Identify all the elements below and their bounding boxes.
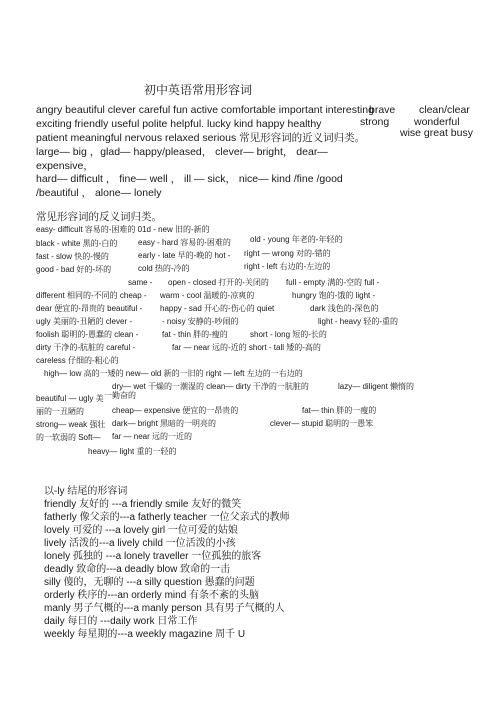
ly-item: daily 每日的 ---daily work 日常工作 xyxy=(44,616,198,627)
antonym-text: far — near 远的-近的 short - tall 矮的-高的 xyxy=(172,343,321,352)
antonym-text: lazy— diligent 懒惰的 xyxy=(338,382,415,391)
ly-item: silly 傻的，无聊的 ---a silly question 愚蠢的问题 xyxy=(44,577,255,588)
intro-right-brave: brave xyxy=(369,104,396,116)
ly-item: lovely 可爱的 ---a lovely girl 一位可爱的姑娘 xyxy=(44,525,238,536)
antonym-text: fat— thin 胖的一瘦的 xyxy=(302,406,377,415)
antonym-text: strong— weak 强壮 xyxy=(36,420,106,429)
antonym-text: careless 仔细的-粗心的 xyxy=(36,356,119,365)
antonym-text: open - closed 打开的-关闭的 xyxy=(168,278,269,287)
ly-item: deadly 致命的---a deadly blow 致命的一击 xyxy=(44,564,231,575)
antonym-text: old - young 年老的-年轻的 xyxy=(250,235,343,244)
ly-item: fatherly 像父亲的---a fatherly teacher 一位父亲式的教师 xyxy=(44,512,290,523)
intro-right-wise: wise great busy xyxy=(400,127,473,139)
ly-item: lively 活泼的---a lively child 一位活泼的小孩 xyxy=(44,538,236,549)
antonym-text: dear 便宜的-昂贵的 beautiful - xyxy=(36,304,143,313)
antonym-text: foolish 聪明的-愚蠢的 clean - xyxy=(36,330,139,339)
intro-right-strong: strong xyxy=(360,116,390,128)
antonym-text: happy - sad 开心的-伤心的 quiet xyxy=(160,304,275,313)
antonym-heading: 常见形容词的反义词归类。 xyxy=(36,211,162,223)
antonym-text: good - bad 好的-坏的 xyxy=(36,265,112,274)
intro-line-5: expensive， xyxy=(36,160,94,172)
ly-item: weekly 每星期的---a weekly magazine 周千 U xyxy=(44,629,246,640)
antonym-text: easy- difficult 容易的-困难的 01d - new 旧的-新的 xyxy=(36,225,210,234)
antonym-text: dark 浅色的-深色的 xyxy=(310,304,379,313)
antonym-text: short - long 短的-长的 xyxy=(250,330,327,339)
page-title: 初中英语常用形容词 xyxy=(144,83,253,97)
antonym-text: heavy— light 重的一轻的 xyxy=(88,447,177,456)
antonym-text: clever— stupid 聪明的一愚笨 xyxy=(270,419,374,428)
antonym-text: - noisy 安静的-吵闹的 xyxy=(162,317,239,326)
intro-line-2: exciting friendly useful polite helpful. lucky kind happy healthy xyxy=(36,118,322,130)
antonym-text: ugly 美丽的-丑陋的 clever - xyxy=(36,317,133,326)
antonym-text: 丽的一丑陋的 xyxy=(36,407,84,416)
antonym-text: easy - hard 容易的-困难的 xyxy=(138,238,231,247)
antonym-text: high— low 高的一矮的 new— old 新的一旧的 right — left 左边的一右边的 xyxy=(44,369,303,378)
antonym-text: light - heavy 轻的-重的 xyxy=(318,317,399,326)
antonym-text: right - left 右边的-左边的 xyxy=(244,262,331,271)
antonym-text: 的一软弱的 Soft— xyxy=(36,433,101,442)
antonym-text: hungry 饱的-饿的 light - xyxy=(292,291,376,300)
antonym-text: fat - thin 胖的-瘦的 xyxy=(162,330,228,339)
antonym-text: dirty 干净的-肮脏的 careful - xyxy=(36,343,136,352)
antonym-text: far — near 远的一近的 xyxy=(112,432,193,441)
antonym-text: black - white 黑的-白的 xyxy=(36,239,118,248)
antonym-text: warm - cool 温暖的-凉爽的 xyxy=(160,291,255,300)
antonym-text: different 相同的-不同的 cheap - xyxy=(36,291,147,300)
antonym-text: right — wrong 对的-错的 xyxy=(244,249,331,258)
ly-item: friendly 友好的 ---a friendly smile 友好的微笑 xyxy=(44,499,242,510)
ly-item: orderly 秩序的---an orderly mind 有条不紊的头脑 xyxy=(44,590,260,601)
antonym-text: early - late 早的-晚的 hot - xyxy=(138,251,231,260)
antonym-text: cold 热的-冷的 xyxy=(138,264,190,273)
intro-line-4: large— big ，glad— happy/pleased， clever— bright， dear— xyxy=(36,146,328,158)
ly-heading: 以-ly 结尾的形容词 xyxy=(44,486,128,497)
antonym-text: full - empty 满的-空的 full - xyxy=(286,278,380,287)
antonym-text: beautiful — ugly 美 xyxy=(36,394,104,403)
intro-line-6: hard— difficult ， fine— well ， ill — sick， nice— kind /fine /good xyxy=(36,173,343,185)
intro-right-wonderful: wonderful xyxy=(414,116,460,128)
ly-item: manly 男子气概的---a manly person 具有男子气概的人 xyxy=(44,603,285,614)
ly-item: lonely 孤独的 ---a lonely traveller 一位孤独的旅客 xyxy=(44,551,262,562)
intro-line-1: angry beautiful clever careful fun active comfortable important interesting xyxy=(36,104,374,116)
antonym-text: cheap— expensive 便宜的一昂贵的 xyxy=(112,406,239,415)
antonym-text: fast - slow 快的-慢的 xyxy=(36,252,109,261)
antonym-text: same - xyxy=(128,278,153,287)
antonym-text: dry— wet 干燥的一潮湿的 clean— dirty 干净的一肮脏的 xyxy=(112,382,309,391)
intro-right-clean: clean/clear xyxy=(419,104,470,116)
intro-line-7: /beautiful ， alone— lonely xyxy=(36,187,162,199)
intro-line-3: patient meaningful nervous relaxed serious 常见形容词的近义词归类。 xyxy=(36,132,366,144)
antonym-text: 一勤奋的 xyxy=(104,391,136,400)
antonym-text: dark— bright 黑暗的一明亮的 xyxy=(112,419,217,428)
